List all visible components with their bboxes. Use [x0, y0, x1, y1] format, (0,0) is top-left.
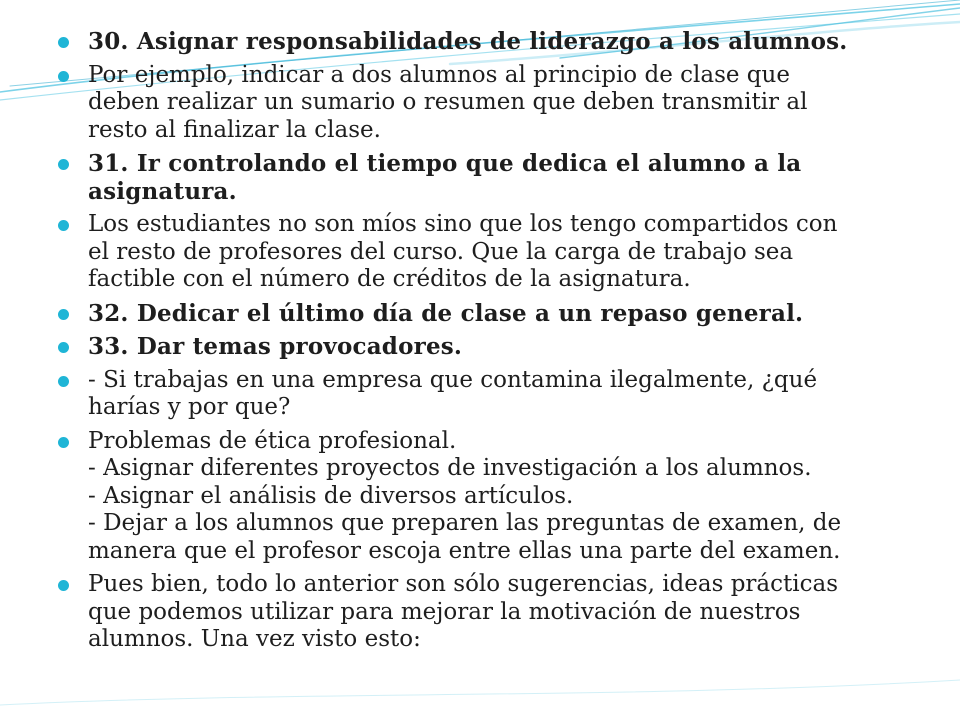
bullet-text-line: 31. Ir controlando el tiempo que dedica el alumno a la: [88, 150, 802, 177]
bullet-text-line: deben realizar un sumario o resumen que deben transmitir al: [88, 89, 808, 115]
bullet-text-line: 30. Asignar responsabilidades de liderazgo a los alumnos.: [88, 28, 848, 55]
bullet-item: [58, 62, 908, 145]
bullet-list: [58, 28, 908, 654]
bullet-item: [58, 333, 908, 361]
bullet-item: [58, 300, 908, 328]
bullet-dot-icon: [58, 159, 69, 170]
bullet-text-line: asignatura.: [88, 177, 237, 205]
bullet-text-line: manera que el profesor escoja entre ellas una parte del examen.: [88, 537, 841, 564]
bullet-dot-icon: [58, 220, 69, 231]
bullet-text-line: 33. Dar temas provocadores.: [88, 333, 463, 360]
bullet-dot-icon: [58, 376, 69, 387]
bullet-text-line: resto al finalizar la clase.: [88, 116, 381, 143]
bullet-text-line: alumnos. Una vez visto esto:: [88, 626, 421, 652]
bullet-item: [58, 150, 908, 205]
bullet-dot-icon: [58, 71, 69, 82]
bullet-dot-icon: [58, 37, 69, 48]
bullet-dot-icon: [58, 437, 69, 448]
bullet-text-line: que podemos utilizar para mejorar la motivación de nuestros: [88, 598, 801, 625]
bullet-text-line: Problemas de ética profesional.: [88, 427, 457, 454]
bullet-item: [58, 211, 908, 294]
bullet-text-line: harías y por que?: [88, 394, 291, 420]
bullet-item: [58, 28, 908, 56]
bullet-item: [58, 571, 908, 654]
bullet-dot-icon: [58, 342, 69, 353]
bullet-item: [58, 428, 908, 566]
bullet-text-line: - Si trabajas en una empresa que contamina ilegalmente, ¿qué: [88, 366, 818, 393]
bullet-text-line: el resto de profesores del curso. Que la carga de trabajo sea: [88, 238, 794, 265]
bullet-item: [58, 367, 908, 422]
bullet-text-line: Los estudiantes no son míos sino que los tengo compartidos con: [88, 211, 838, 237]
bullet-text-line: factible con el número de créditos de la asignatura.: [88, 266, 691, 292]
bullet-text-line: 32. Dedicar el último día de clase a un repaso general.: [88, 299, 804, 327]
bullet-text-line: Pues bien, todo lo anterior son sólo sugerencias, ideas prácticas: [88, 571, 839, 597]
bullet-text-line: Por ejemplo, indicar a dos alumnos al principio de clase que: [88, 61, 790, 88]
bullet-text-line: - Dejar a los alumnos que preparen las preguntas de examen, de: [88, 510, 842, 536]
bullet-dot-icon: [58, 580, 69, 591]
bullet-dot-icon: [58, 309, 69, 320]
bullet-text-line: - Asignar diferentes proyectos de investigación a los alumnos.: [88, 455, 812, 481]
slide-body: [58, 28, 908, 660]
bullet-text-line: - Asignar el análisis de diversos artículos.: [88, 482, 574, 509]
